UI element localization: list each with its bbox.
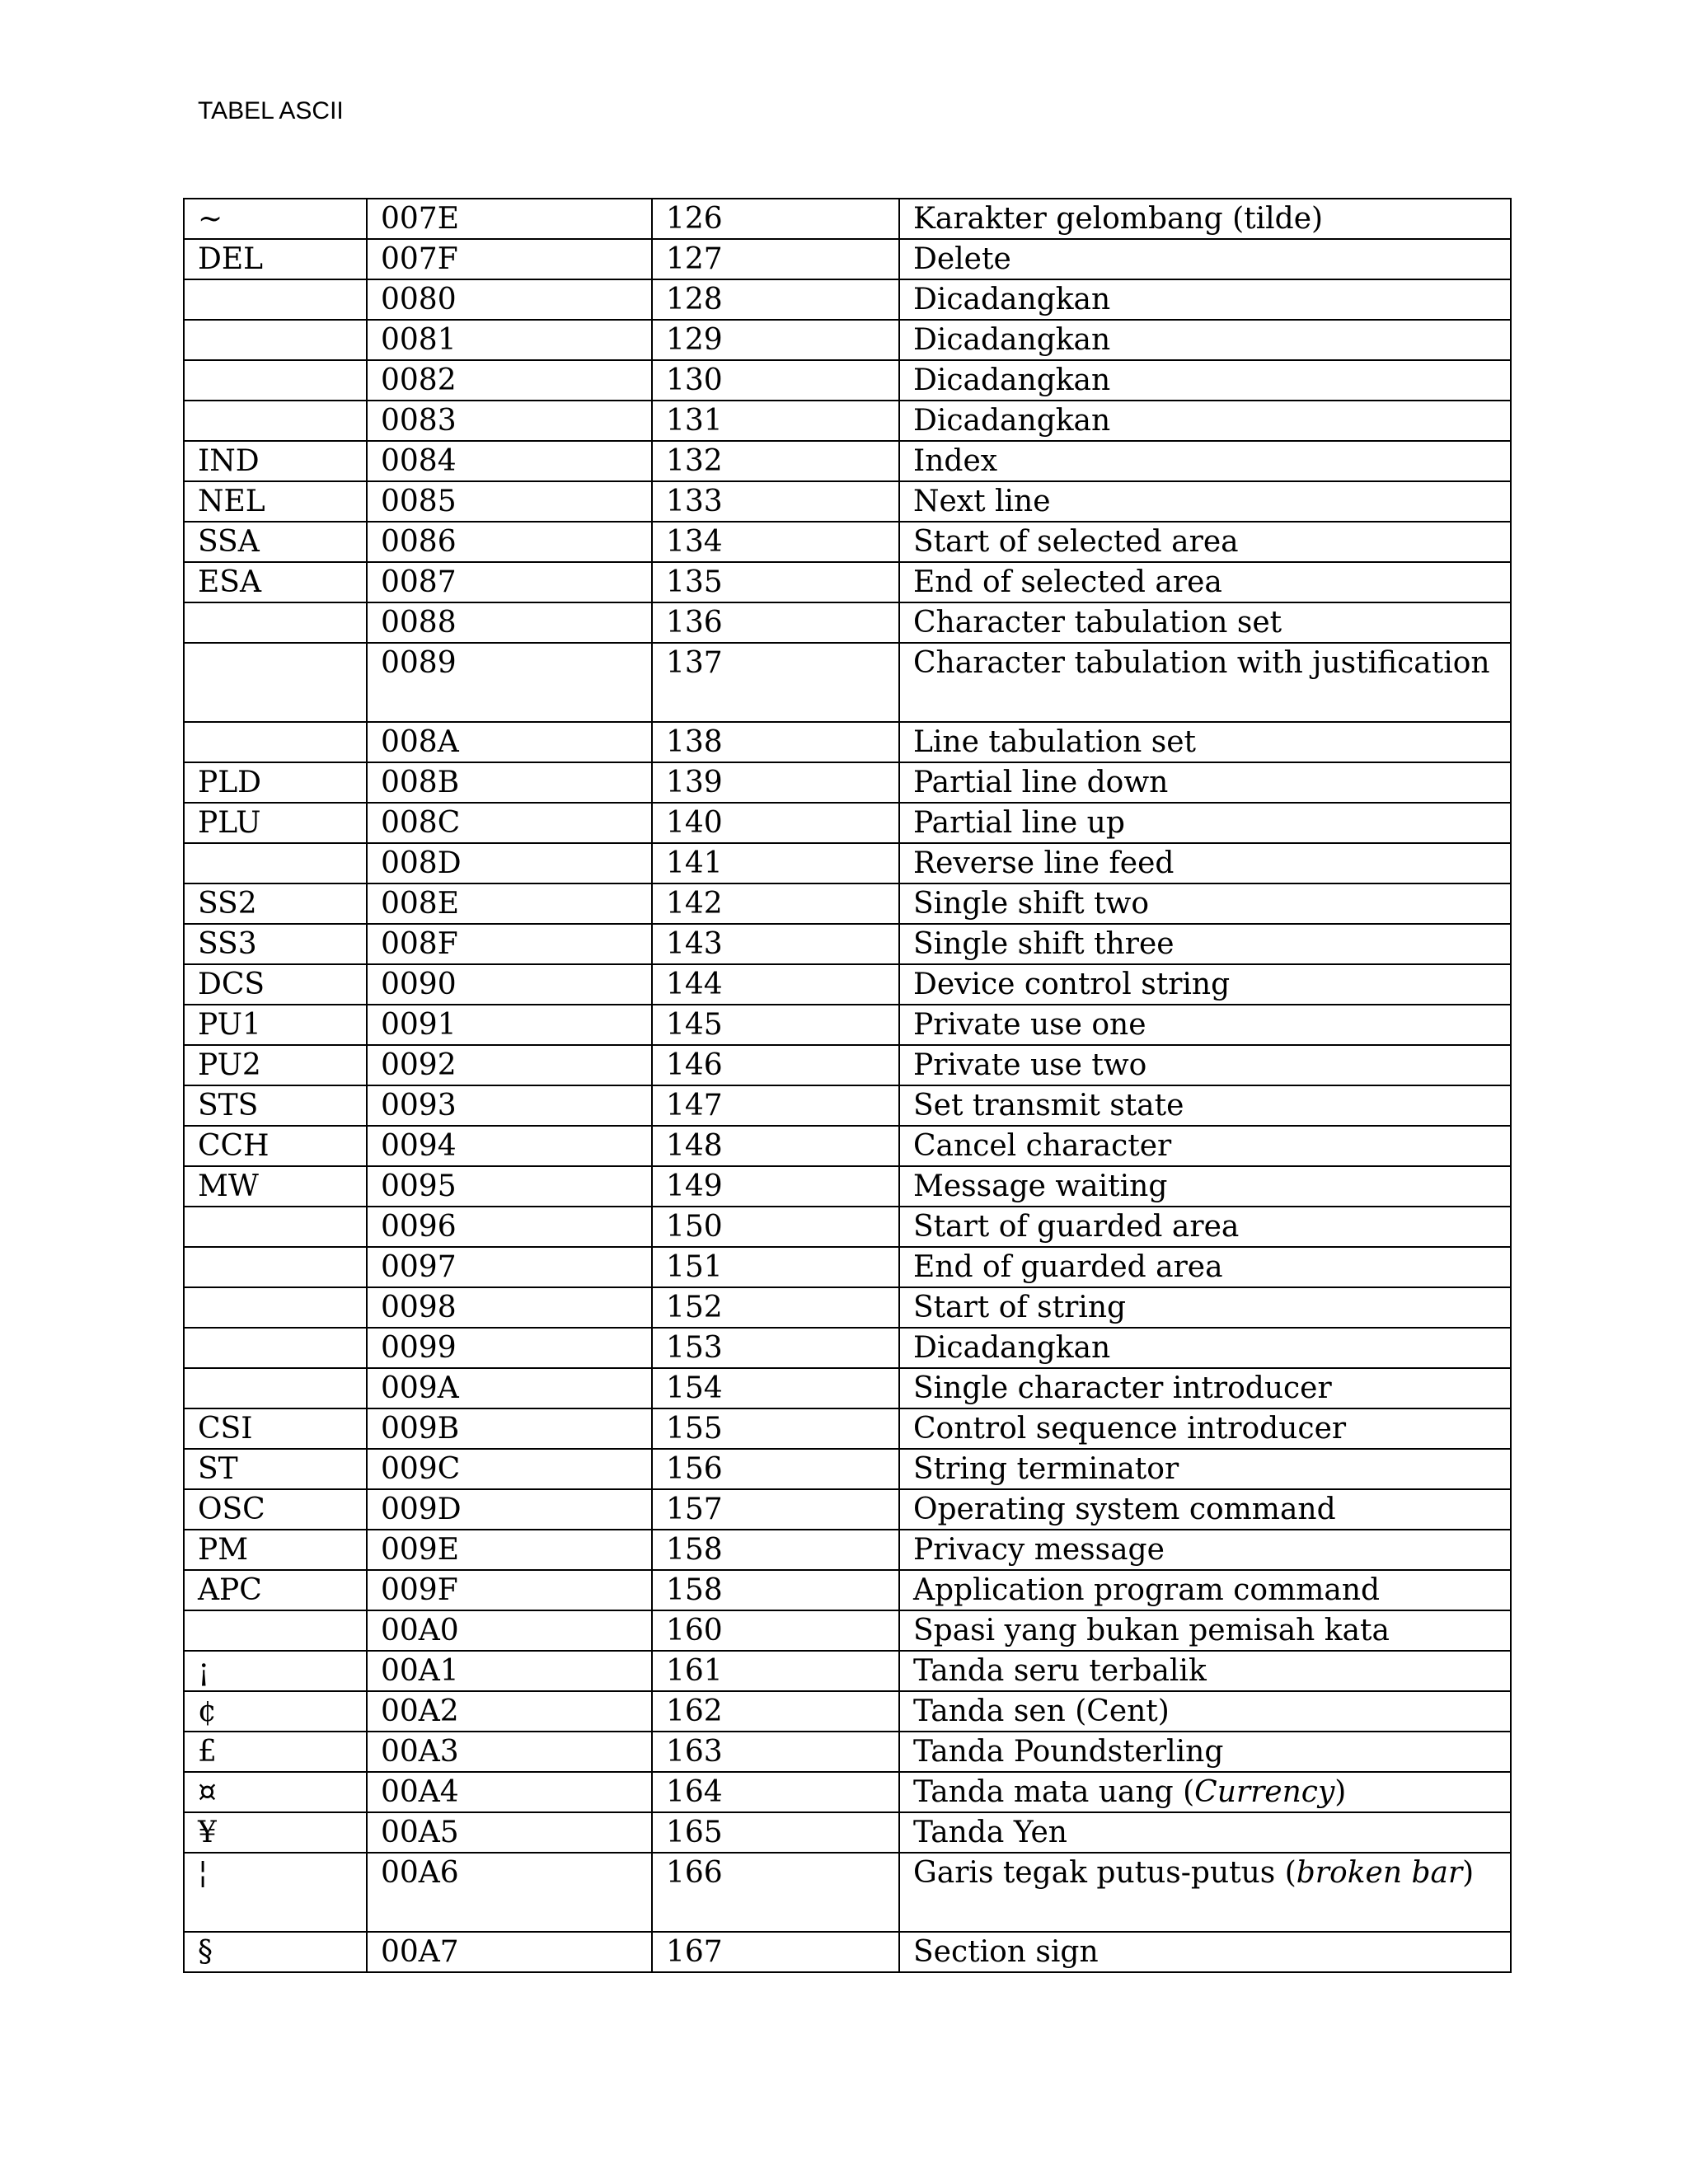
cell-symbol: £	[184, 1732, 367, 1772]
page-header: TABEL ASCII	[198, 97, 344, 124]
cell-hex: 007F	[367, 239, 652, 279]
cell-description: Single character introducer	[899, 1368, 1511, 1408]
cell-symbol: ¦	[184, 1853, 367, 1932]
table-row	[184, 320, 1511, 360]
cell-dec: 162	[652, 1691, 899, 1732]
table-row	[184, 883, 1511, 924]
cell-description: Dicadangkan	[899, 320, 1511, 360]
cell-dec: 163	[652, 1732, 899, 1772]
table-row	[184, 1772, 1511, 1812]
cell-symbol	[184, 643, 367, 722]
cell-dec: 146	[652, 1045, 899, 1085]
cell-symbol	[184, 843, 367, 883]
cell-description: Dicadangkan	[899, 401, 1511, 441]
cell-description: Reverse line feed	[899, 843, 1511, 883]
table-row	[184, 1530, 1511, 1570]
cell-dec: 138	[652, 722, 899, 762]
cell-hex: 0090	[367, 964, 652, 1005]
description-part: Currency	[1194, 1775, 1335, 1809]
table-row	[184, 1368, 1511, 1408]
cell-description: Cancel character	[899, 1126, 1511, 1166]
cell-symbol: APC	[184, 1570, 367, 1610]
cell-dec: 142	[652, 883, 899, 924]
table-row	[184, 401, 1511, 441]
cell-dec: 134	[652, 522, 899, 562]
cell-dec: 137	[652, 643, 899, 722]
cell-symbol	[184, 602, 367, 643]
cell-description: Privacy message	[899, 1530, 1511, 1570]
cell-hex: 0095	[367, 1166, 652, 1207]
cell-dec: 136	[652, 602, 899, 643]
cell-hex: 00A2	[367, 1691, 652, 1732]
table-row	[184, 1207, 1511, 1247]
cell-description: Start of string	[899, 1287, 1511, 1328]
cell-dec: 140	[652, 803, 899, 843]
cell-dec: 131	[652, 401, 899, 441]
table-row	[184, 964, 1511, 1005]
cell-dec: 139	[652, 762, 899, 803]
table-row	[184, 722, 1511, 762]
cell-description: Tanda sen (Cent)	[899, 1691, 1511, 1732]
cell-dec: 164	[652, 1772, 899, 1812]
cell-hex: 0097	[367, 1247, 652, 1287]
cell-dec: 158	[652, 1570, 899, 1610]
cell-symbol	[184, 1610, 367, 1651]
cell-hex: 009C	[367, 1449, 652, 1489]
table-row	[184, 279, 1511, 320]
cell-hex: 0094	[367, 1126, 652, 1166]
cell-symbol: SS3	[184, 924, 367, 964]
table-row	[184, 1812, 1511, 1853]
cell-dec: 152	[652, 1287, 899, 1328]
cell-description: Operating system command	[899, 1489, 1511, 1530]
cell-hex: 0083	[367, 401, 652, 441]
cell-hex: 0086	[367, 522, 652, 562]
cell-dec: 147	[652, 1085, 899, 1126]
description-part: Tanda mata uang (	[913, 1775, 1195, 1809]
cell-symbol: PU1	[184, 1005, 367, 1045]
cell-description: Section sign	[899, 1932, 1511, 1972]
cell-symbol: NEL	[184, 481, 367, 522]
cell-hex: 00A3	[367, 1732, 652, 1772]
cell-dec: 148	[652, 1126, 899, 1166]
cell-description: Partial line down	[899, 762, 1511, 803]
cell-description: Character tabulation with justification	[899, 643, 1511, 722]
cell-hex: 00A1	[367, 1651, 652, 1691]
cell-symbol	[184, 1368, 367, 1408]
cell-symbol: OSC	[184, 1489, 367, 1530]
table-row	[184, 843, 1511, 883]
table-row	[184, 239, 1511, 279]
table-row	[184, 199, 1511, 239]
cell-hex: 007E	[367, 199, 652, 239]
cell-dec: 150	[652, 1207, 899, 1247]
cell-dec: 135	[652, 562, 899, 602]
cell-symbol: SSA	[184, 522, 367, 562]
cell-description: Index	[899, 441, 1511, 481]
cell-description: Control sequence introducer	[899, 1408, 1511, 1449]
table-row	[184, 1005, 1511, 1045]
cell-symbol	[184, 1328, 367, 1368]
table-row	[184, 1287, 1511, 1328]
description-part: broken bar	[1296, 1856, 1463, 1890]
cell-description: Next line	[899, 481, 1511, 522]
table-row	[184, 762, 1511, 803]
cell-symbol: SS2	[184, 883, 367, 924]
cell-hex: 00A0	[367, 1610, 652, 1651]
ascii-table	[183, 198, 1512, 1973]
cell-dec: 165	[652, 1812, 899, 1853]
cell-description: Application program command	[899, 1570, 1511, 1610]
table-row	[184, 803, 1511, 843]
cell-dec: 127	[652, 239, 899, 279]
cell-symbol: ~	[184, 199, 367, 239]
cell-hex: 008C	[367, 803, 652, 843]
cell-dec: 158	[652, 1530, 899, 1570]
cell-symbol	[184, 279, 367, 320]
cell-symbol	[184, 1287, 367, 1328]
cell-dec: 167	[652, 1932, 899, 1972]
cell-dec: 132	[652, 441, 899, 481]
cell-hex: 0085	[367, 481, 652, 522]
cell-hex: 0087	[367, 562, 652, 602]
cell-dec: 161	[652, 1651, 899, 1691]
cell-symbol: IND	[184, 441, 367, 481]
cell-symbol: MW	[184, 1166, 367, 1207]
cell-dec: 151	[652, 1247, 899, 1287]
cell-description: Single shift three	[899, 924, 1511, 964]
cell-symbol: CCH	[184, 1126, 367, 1166]
cell-description: Device control string	[899, 964, 1511, 1005]
cell-dec: 126	[652, 199, 899, 239]
cell-hex: 008D	[367, 843, 652, 883]
cell-symbol: ¡	[184, 1651, 367, 1691]
cell-dec: 145	[652, 1005, 899, 1045]
cell-hex: 0084	[367, 441, 652, 481]
cell-hex: 0092	[367, 1045, 652, 1085]
cell-description: Start of selected area	[899, 522, 1511, 562]
cell-description: Line tabulation set	[899, 722, 1511, 762]
cell-description: End of guarded area	[899, 1247, 1511, 1287]
table-row	[184, 1489, 1511, 1530]
table-row	[184, 1166, 1511, 1207]
cell-dec: 143	[652, 924, 899, 964]
table-row	[184, 562, 1511, 602]
cell-symbol: ST	[184, 1449, 367, 1489]
cell-dec: 149	[652, 1166, 899, 1207]
table-row	[184, 481, 1511, 522]
cell-symbol	[184, 401, 367, 441]
table-row	[184, 1691, 1511, 1732]
cell-hex: 00A4	[367, 1772, 652, 1812]
cell-symbol: ¤	[184, 1772, 367, 1812]
cell-hex: 0089	[367, 643, 652, 722]
cell-symbol	[184, 1247, 367, 1287]
cell-hex: 0098	[367, 1287, 652, 1328]
cell-description: End of selected area	[899, 562, 1511, 602]
description-part: Garis tegak putus-putus (	[913, 1856, 1296, 1890]
cell-symbol: ESA	[184, 562, 367, 602]
cell-dec: 154	[652, 1368, 899, 1408]
table-row	[184, 1853, 1511, 1932]
cell-dec: 129	[652, 320, 899, 360]
cell-symbol: DCS	[184, 964, 367, 1005]
table-row	[184, 1247, 1511, 1287]
cell-description: Set transmit state	[899, 1085, 1511, 1126]
cell-dec: 160	[652, 1610, 899, 1651]
cell-description: Dicadangkan	[899, 1328, 1511, 1368]
table-row	[184, 1045, 1511, 1085]
table-row	[184, 441, 1511, 481]
description-part: )	[1334, 1775, 1347, 1809]
cell-description: Dicadangkan	[899, 279, 1511, 320]
cell-symbol	[184, 1207, 367, 1247]
cell-dec: 128	[652, 279, 899, 320]
cell-dec: 144	[652, 964, 899, 1005]
cell-dec: 133	[652, 481, 899, 522]
cell-description: Spasi yang bukan pemisah kata	[899, 1610, 1511, 1651]
cell-hex: 009A	[367, 1368, 652, 1408]
cell-symbol: DEL	[184, 239, 367, 279]
table-row	[184, 1449, 1511, 1489]
cell-symbol: PM	[184, 1530, 367, 1570]
cell-description: Tanda Poundsterling	[899, 1732, 1511, 1772]
table-row	[184, 360, 1511, 401]
cell-symbol: PLU	[184, 803, 367, 843]
cell-description: String terminator	[899, 1449, 1511, 1489]
table-row	[184, 1408, 1511, 1449]
cell-hex: 009B	[367, 1408, 652, 1449]
cell-hex: 0082	[367, 360, 652, 401]
cell-dec: 155	[652, 1408, 899, 1449]
cell-symbol: PLD	[184, 762, 367, 803]
cell-hex: 0081	[367, 320, 652, 360]
cell-hex: 0088	[367, 602, 652, 643]
table-row	[184, 1570, 1511, 1610]
cell-hex: 00A7	[367, 1932, 652, 1972]
cell-hex: 00A6	[367, 1853, 652, 1932]
table-row	[184, 522, 1511, 562]
cell-description: Single shift two	[899, 883, 1511, 924]
table-row	[184, 643, 1511, 722]
cell-description	[899, 1853, 1511, 1932]
description-part: )	[1462, 1856, 1475, 1890]
cell-hex: 00A5	[367, 1812, 652, 1853]
cell-hex: 0096	[367, 1207, 652, 1247]
cell-symbol: §	[184, 1932, 367, 1972]
cell-dec: 141	[652, 843, 899, 883]
cell-symbol: CSI	[184, 1408, 367, 1449]
cell-dec: 166	[652, 1853, 899, 1932]
cell-hex: 009D	[367, 1489, 652, 1530]
cell-hex: 009E	[367, 1530, 652, 1570]
cell-dec: 156	[652, 1449, 899, 1489]
cell-dec: 130	[652, 360, 899, 401]
table-row	[184, 924, 1511, 964]
cell-description: Message waiting	[899, 1166, 1511, 1207]
table-row	[184, 1328, 1511, 1368]
cell-hex: 008B	[367, 762, 652, 803]
cell-hex: 0099	[367, 1328, 652, 1368]
cell-symbol	[184, 722, 367, 762]
table-row	[184, 1610, 1511, 1651]
cell-hex: 008A	[367, 722, 652, 762]
cell-description: Delete	[899, 239, 1511, 279]
cell-description: Tanda Yen	[899, 1812, 1511, 1853]
cell-hex: 008E	[367, 883, 652, 924]
ascii-table-body	[184, 199, 1511, 1972]
cell-description: Dicadangkan	[899, 360, 1511, 401]
cell-dec: 157	[652, 1489, 899, 1530]
cell-description: Tanda seru terbalik	[899, 1651, 1511, 1691]
cell-hex: 008F	[367, 924, 652, 964]
cell-symbol: PU2	[184, 1045, 367, 1085]
table-row	[184, 1085, 1511, 1126]
table-row	[184, 1126, 1511, 1166]
cell-hex: 0093	[367, 1085, 652, 1126]
table-row	[184, 1651, 1511, 1691]
cell-description	[899, 1772, 1511, 1812]
cell-description: Private use two	[899, 1045, 1511, 1085]
cell-hex: 009F	[367, 1570, 652, 1610]
cell-symbol	[184, 360, 367, 401]
cell-hex: 0091	[367, 1005, 652, 1045]
cell-description: Private use one	[899, 1005, 1511, 1045]
cell-description: Karakter gelombang (tilde)	[899, 199, 1511, 239]
cell-description: Character tabulation set	[899, 602, 1511, 643]
table-row	[184, 1732, 1511, 1772]
cell-symbol: ¥	[184, 1812, 367, 1853]
cell-hex: 0080	[367, 279, 652, 320]
cell-symbol: STS	[184, 1085, 367, 1126]
table-row	[184, 1932, 1511, 1972]
cell-symbol: ¢	[184, 1691, 367, 1732]
cell-symbol	[184, 320, 367, 360]
table-row	[184, 602, 1511, 643]
cell-description: Partial line up	[899, 803, 1511, 843]
cell-description: Start of guarded area	[899, 1207, 1511, 1247]
cell-dec: 153	[652, 1328, 899, 1368]
